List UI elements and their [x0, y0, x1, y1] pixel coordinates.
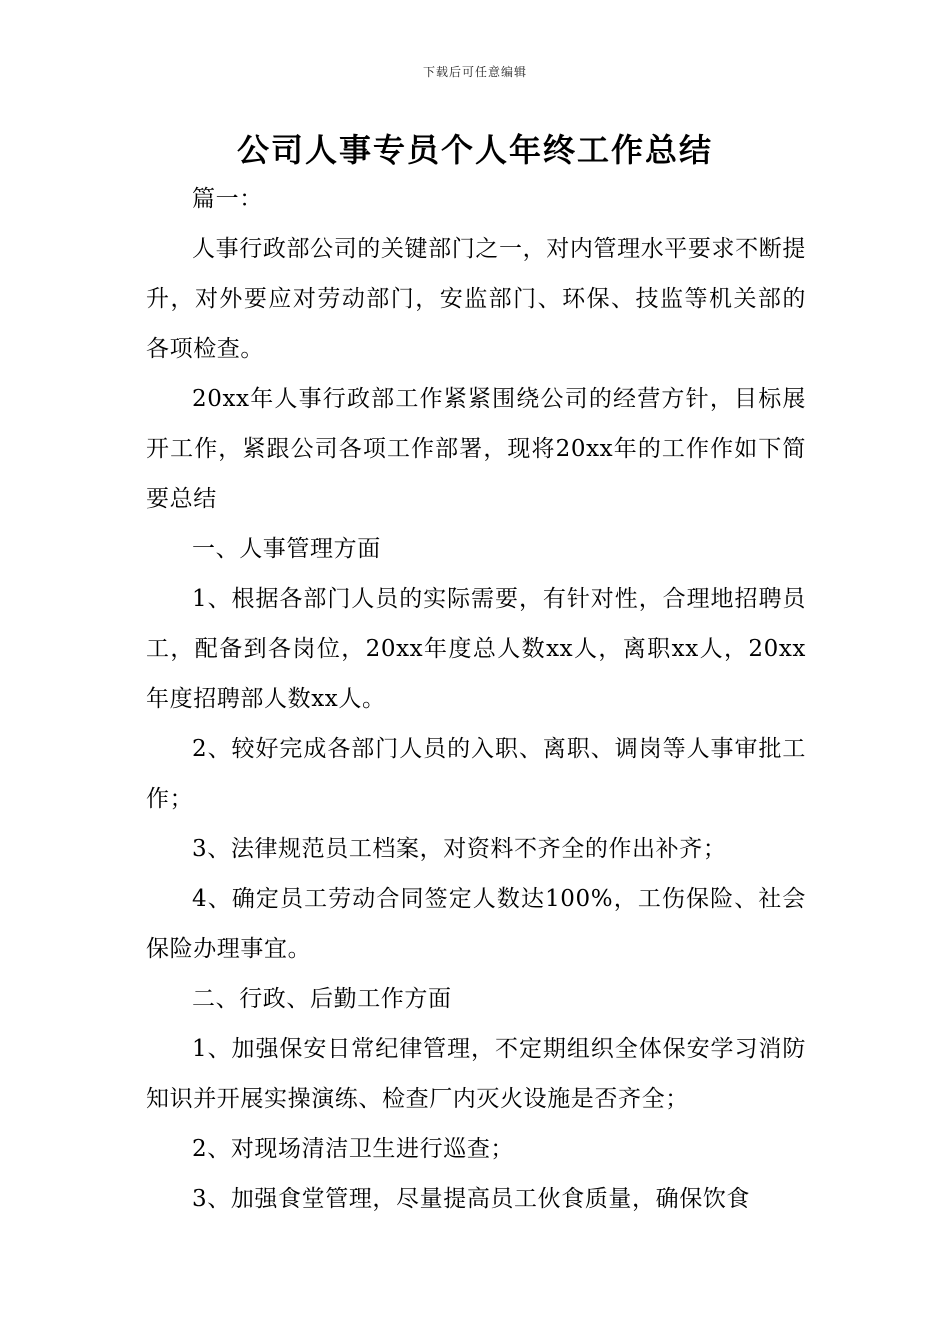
paragraph-hr-item-2: 2、较好完成各部门人员的入职、离职、调岗等人事审批工作； [146, 736, 806, 812]
document-title: 公司人事专员个人年终工作总结 [236, 131, 713, 169]
paragraph-admin-item-3: 3、加强食堂管理，尽量提高员工伙食质量，确保饮食 [192, 1186, 751, 1212]
paragraph-intro: 人事行政部公司的关键部门之一，对内管理水平要求不断提升，对外要应对劳动部门，安监部门、环保、技监等机关部的各项检查。 [146, 236, 806, 362]
paragraph-section-label: 篇一： [192, 186, 263, 212]
document-body [146, 174, 806, 1224]
paragraph-hr-item-4: 4、确定员工劳动合同签定人数达100%，工伤保险、社会保险办理事宜。 [146, 886, 806, 962]
paragraph-admin-item-2: 2、对现场清洁卫生进行巡查； [192, 1136, 515, 1162]
paragraph-hr-item-3: 3、法律规范员工档案，对资料不齐全的作出补齐； [192, 836, 727, 862]
paragraph-hr-item-1: 1、根据各部门人员的实际需要，有针对性，合理地招聘员工，配备到各岗位，20xx年度总人数xx人，离职xx人，20xx年度招聘部人数xx人。 [146, 586, 806, 712]
paragraph-admin-item-1: 1、加强保安日常纪律管理，不定期组织全体保安学习消防知识并开展实操演练、检查厂内灭火设施是否齐全； [146, 1036, 806, 1112]
header-note: 下载后可任意编辑 [422, 65, 527, 79]
heading-admin-logistics: 二、行政、后勤工作方面 [192, 986, 452, 1012]
paragraph-overview: 20xx年人事行政部工作紧紧围绕公司的经营方针，目标展开工作，紧跟公司各项工作部署，现将20xx年的工作作如下简要总结 [146, 386, 806, 512]
heading-hr-management: 一、人事管理方面 [192, 536, 381, 562]
